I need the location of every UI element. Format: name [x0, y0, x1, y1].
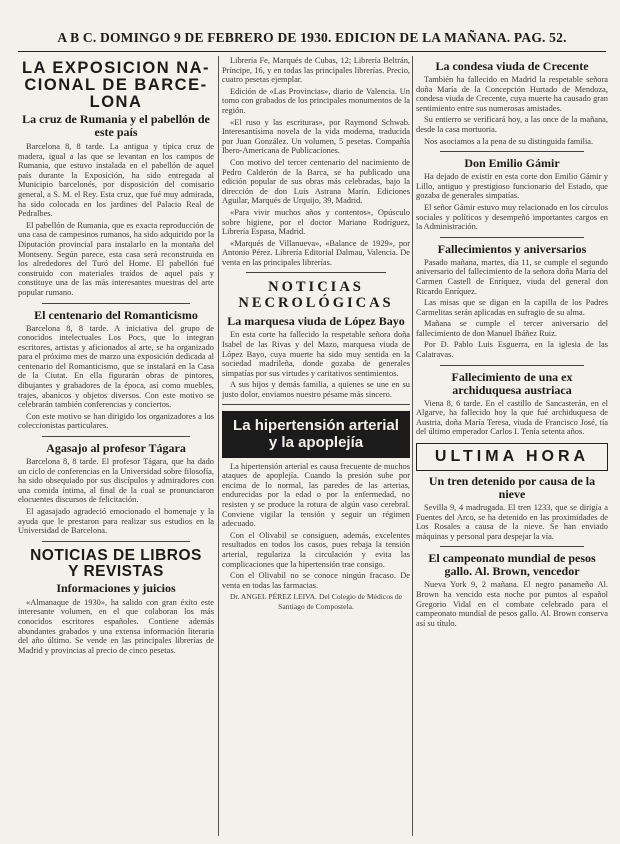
article-paragraph: Nueva York 9, 2 mañana. El negro panameño Al. Brown ha vencido esta noche por puntos al español Gregorio Vidal en el combate celebrado para el campeonato mundial de pesos gallo. Al. Brown conserva así su título. — [416, 580, 608, 628]
article-paragraph: Barcelona 8, 8 tarde. La antigua y típica cruz de madera, igual a las que se levantan en los campos de Rumania, que estuvo instalada en el pabellón de aquel país durante la Exposición, ha sido entregada al Municipio barcelonés, por disposición del comisario general, a S. M. el Rey. Esta cruz, que fué muy admirada, ha sido colocada en los jardines del Palacio Real de Pedralbes. — [18, 142, 214, 219]
masthead-rule — [18, 51, 606, 52]
article-paragraph: Su entierro se verificará hoy, a las once de la mañana, desde la casa mortuoria. — [416, 115, 608, 134]
column-left — [18, 56, 214, 838]
article-paragraph: Mañana se cumple el tercer aniversario del fallecimiento de don Manuel Ibáñez Ruiz. — [416, 319, 608, 338]
necrologicas-headline-line: NOTICIAS — [268, 279, 364, 296]
column-middle — [222, 56, 410, 838]
expo-headline-line: CIONAL DE BARCE- — [24, 76, 208, 94]
article-paragraph: Viena 8, 6 tarde. En el castillo de Sancasterán, en el Algarve, ha fallecido hoy la que fué archiduquesa de Austria, doña María Teresa, viuda de Francisco José, tía del último emperador Carlos I. Tenía setenta años. — [416, 398, 608, 437]
separator — [42, 303, 190, 304]
article-paragraph: En esta corte ha fallecido la respetable señora doña Isabel de las Rivas y del Mazo, marquesa viuda de López Bayo, cuya muerte ha sido muy sentida en la sociedad madrileña, donde gozaba de generales simpatías por sus virtudes y caritativos sentimientos. — [222, 330, 410, 378]
article-paragraph: El señor Gámir estuvo muy relacionado en los círculos sociales y políticos y desempeñó importantes cargos en la Administración. — [416, 202, 608, 232]
separator — [222, 404, 410, 405]
article-paragraph: El pabellón de Rumania, que es exacta reproducción de una casa de campesinos rumanos, ha sido adquirido por la Diputación provincial para instalarlo en la montaña del Montseny. Según parece, esta casa será reconstruida en los alrededores del Turó del Home. El pabellón fué construido con materiales traídos de aquel país y constituye una de las más interesantes muestras del arte popular rumano. — [18, 220, 214, 297]
article-paragraph: Pasado mañana, martes, día 11, se cumple el segundo aniversario del fallecimiento de la señora doña María del Carmen Castell de Enríquez, viuda del general don Ricardo Enríquez. — [416, 257, 608, 296]
boxeo-headline: El campeonato mundial de pesos gallo. Al. Brown, vencedor — [428, 551, 596, 579]
hipertension-banner-line: y la apoplejía — [268, 433, 364, 451]
separator — [440, 151, 584, 152]
ultima-hora-headline: ULTIMA HORA — [416, 443, 608, 471]
article-paragraph: Con motivo del tercer centenario del nacimiento de Pedro Calderón de la Barca, se ha publicado una edición popular de sus obras más celebradas, bajo la dirección de don Luis Astrana Marín. Ediciones Aguilar, Marqués de Urquijo, 39, Madrid. — [222, 157, 410, 206]
hipertension-banner-line: La hipertensión arterial — [233, 416, 399, 434]
fallecimientos-headline: Fallecimientos y aniversarios — [437, 241, 587, 256]
archiduquesa-headline: Fallecimiento de una ex archiduquesa austriaca — [451, 369, 573, 397]
crecente-headline: La condesa viuda de Crecente — [435, 59, 589, 73]
libros-headline — [18, 548, 214, 580]
article-paragraph: Las misas que se digan en la capilla de los Padres Carmelitas serán aplicadas en sufragio de su alma. — [416, 298, 608, 317]
article-paragraph: Sevilla 9, 4 madrugada. El tren 1233, que se dirigía a Fuentes del Arco, se ha detenido en las proximidades de Los Rosales a causa de la nieve. Se han enviado máquinas y personal para despejar la vía. — [416, 503, 608, 541]
hipertension-ad-banner — [222, 411, 410, 458]
column-divider — [412, 56, 413, 836]
article-paragraph: Con este motivo se han dirigido los organizadores a los coleccionistas particulares. — [18, 411, 214, 431]
masthead: A B C. DOMINGO 9 DE FEBRERO DE 1930. EDICION DE LA MAÑANA. PAG. 52. — [57, 30, 567, 45]
article-paragraph: «Almanaque de 1930», ha salido con gran éxito este interesante volumen, en el que colaboran los más conocidos escritores españoles. Contiene además abundantes grabados y una extensa información literaria del año último. Se vende en las principales librerías de Madrid y provincias al precio de cinco pesetas. — [18, 597, 214, 655]
romanticismo-headline: El centenario del Romanticismo — [34, 307, 198, 322]
expo-headline-line: LONA — [89, 93, 143, 111]
column-divider — [218, 56, 219, 836]
expo-subheadline: La cruz de Rumania y el pabellón de este país — [22, 112, 210, 139]
libros-subheadline: Informaciones y juicios — [56, 580, 176, 595]
tagara-headline: Agasajo al profesor Tágara — [46, 441, 186, 456]
tren-headline: Un tren detenido por causa de la nieve — [428, 474, 596, 502]
separator — [42, 541, 190, 542]
article-paragraph: Edición de «Las Provincias», diario de Valencia. Un tomo con grabados de los principales monumentos de la región. — [222, 86, 410, 115]
separator — [440, 546, 584, 547]
gamir-headline: Don Emilio Gámir — [464, 156, 560, 171]
separator — [246, 272, 386, 273]
necrologicas-headline — [222, 279, 410, 311]
separator — [440, 237, 584, 238]
separator — [42, 436, 190, 437]
ad-signature: Dr. ANGEL PÉREZ LEIVA. Del Colegio de Médicos de Santiago de Compostela. — [229, 592, 403, 611]
article-paragraph: Con el Olivabil no se conoce ningún fracaso. De venta en todas las farmacias. — [222, 571, 410, 590]
article-paragraph: El agasajado agradeció emocionado el homenaje y la ayuda que le prestaron para realizar sus estudios en la Universidad de Barcelona. — [18, 507, 214, 536]
article-paragraph: Con el Olivabil se consiguen, además, excelentes resultados en todos los casos, pues rebaja la tensión arterial, regulariza la circulación y evita las complicaciones que la hipertensión trae consigo. — [222, 530, 410, 569]
libros-headline-line: Y REVISTAS — [68, 562, 164, 580]
article-paragraph: A sus hijos y demás familia, a quienes se une en su justo dolor, enviamos nuestro pésame más sincero. — [222, 380, 410, 400]
article-paragraph: Nos asociamos a la pena de su distinguida familia. — [424, 136, 594, 146]
article-paragraph: «Marqués de Villanueva», «Balance de 1929», por Antonio Pérez. Librería Editorial Dalmau, Valencia. De venta en las principales librerías. — [222, 238, 410, 267]
article-paragraph: Barcelona 8, 8 tarde. El profesor Tágara, que ha dado un ciclo de conferencias en la Universidad sobre filosofía, ha sido obsequiado por sus discípulos y admiradores con una comida íntima, al final de la cual se pronunciaron elocuentes discursos de felicitación. — [18, 457, 214, 505]
lopez-bayo-headline: La marquesa viuda de López Bayo — [227, 314, 405, 329]
article-paragraph: Librería Fe, Marqués de Cubas, 12; Librería Beltrán, Príncipe, 16, y en todas las principales librerías. Precio, cuatro pesetas ejemplar. — [222, 56, 410, 85]
libros-headline-line: NOTICIAS DE LIBROS — [30, 546, 202, 564]
article-paragraph: Por D. Pablo Luis Esguerra, en la iglesia de las Calatravas. — [416, 340, 608, 360]
separator — [440, 365, 584, 366]
article-paragraph: Ha dejado de existir en esta corte don Emilio Gámir y Lillo, antiguo y prestigioso funcionario del Estado, que gozaba de generales simpatías. — [416, 172, 608, 201]
article-paragraph: «El ruso y las escrituras», por Raymond Schwab. Interesantísima novela de la vida moderna, traducida por Juan González. Un volumen, 5 pesetas. Compañía Ibero-Americana de Publicaciones. — [222, 117, 410, 156]
expo-headline — [18, 60, 214, 111]
article-paragraph: La hipertensión arterial es causa frecuente de muchos ataques de apoplejía. Cuando la presión sube por encima de lo normal, las paredes de las arterias, endurecidas por la edad o por la enfermedad, no resisten y se produce la rotura de algún vaso cerebral. Conviene vigilar la tensión y seguir un régimen adecuado. — [222, 461, 410, 529]
article-paragraph: Barcelona 8, 8 tarde. A iniciativa del grupo de conocidos intelectuales Los Pocs, que lo integran escritores, artistas y aficionados al arte, se ha organizado para el próximo mes de marzo una exposición dedicada al centenario del Romanticismo, que se instalará en la Casa de la Ciutat. En ella figurarán obras de pintores, dibujantes y grabadores de la época, así como muebles, trajes, abanicos y objetos diversos. Con este motivo se celebrarán también conferencias y conciertos. — [18, 323, 214, 410]
necrologicas-headline-line: NECROLÓGICAS — [238, 295, 394, 312]
article-paragraph: «Para vivir muchos años y contentos», Opúsculo sobre higiene, por el doctor Mariano Rodríguez, Librería Espasa, Madrid. — [222, 207, 410, 237]
article-paragraph: También ha fallecido en Madrid la respetable señora doña María de la Concepción Hurtado de Mendoza, condesa viuda de Crecente, cuya muerte ha causado gran sentimiento entre sus numerosas amistades. — [416, 75, 608, 113]
column-right — [416, 56, 608, 838]
expo-headline-line: LA EXPOSICION NA- — [21, 59, 211, 77]
